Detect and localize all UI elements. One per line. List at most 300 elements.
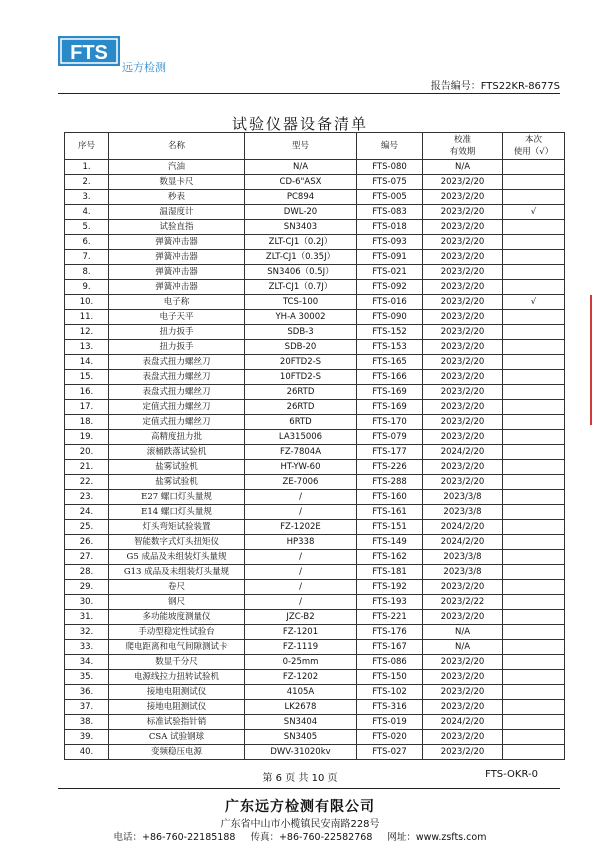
cell-use xyxy=(503,310,565,325)
cell-no: 28. xyxy=(65,565,109,580)
table-row xyxy=(65,385,565,400)
cell-use xyxy=(503,700,565,715)
cell-no: 15. xyxy=(65,370,109,385)
cell-code: FTS-092 xyxy=(357,280,423,295)
cell-date: 2023/2/20 xyxy=(423,190,503,205)
table-row xyxy=(65,745,565,760)
header-used xyxy=(503,133,565,160)
cell-code: FTS-192 xyxy=(357,580,423,595)
cell-name: 汽油 xyxy=(109,160,245,175)
cell-use xyxy=(503,160,565,175)
table-row xyxy=(65,445,565,460)
cell-model: 26RTD xyxy=(245,400,357,415)
cell-model: / xyxy=(245,580,357,595)
cell-model: / xyxy=(245,595,357,610)
cell-date: 2023/2/20 xyxy=(423,175,503,190)
cell-model: 20FTD2-S xyxy=(245,355,357,370)
cell-code: FTS-226 xyxy=(357,460,423,475)
cell-date: 2023/2/22 xyxy=(423,595,503,610)
cell-date: N/A xyxy=(423,640,503,655)
cell-date: 2023/2/20 xyxy=(423,655,503,670)
cell-use xyxy=(503,580,565,595)
cell-code: FTS-169 xyxy=(357,400,423,415)
cell-code: FTS-151 xyxy=(357,520,423,535)
cell-date: 2023/2/20 xyxy=(423,325,503,340)
table-header-row xyxy=(65,133,565,160)
cell-date: 2023/2/20 xyxy=(423,610,503,625)
cell-code: FTS-153 xyxy=(357,340,423,355)
cell-model: / xyxy=(245,505,357,520)
cell-model: SN3405 xyxy=(245,730,357,745)
table-row xyxy=(65,400,565,415)
cell-name: 高精度扭力批 xyxy=(109,430,245,445)
cell-use xyxy=(503,265,565,280)
cell-date: 2024/2/20 xyxy=(423,520,503,535)
cell-code: FTS-161 xyxy=(357,505,423,520)
cell-name: 灯头弯矩试验装置 xyxy=(109,520,245,535)
report-number: 报告编号：FTS22KR-8677S xyxy=(430,81,560,92)
cell-date: 2023/2/20 xyxy=(423,460,503,475)
cell-name: 电源线拉力扭转试验机 xyxy=(109,670,245,685)
cell-model: 10FTD2-S xyxy=(245,370,357,385)
cell-use xyxy=(503,655,565,670)
cell-use xyxy=(503,430,565,445)
table-row xyxy=(65,175,565,190)
table-row xyxy=(65,640,565,655)
cell-use xyxy=(503,670,565,685)
equipment-table xyxy=(64,132,565,760)
cell-code: FTS-193 xyxy=(357,595,423,610)
table-row xyxy=(65,610,565,625)
cell-code: FTS-160 xyxy=(357,490,423,505)
cell-no: 34. xyxy=(65,655,109,670)
cell-use xyxy=(503,625,565,640)
table-row xyxy=(65,280,565,295)
header-use-line1: 本次 xyxy=(524,135,542,145)
cell-date: 2023/2/20 xyxy=(423,670,503,685)
cell-name: 定值式扭力螺丝刀 xyxy=(109,415,245,430)
cell-no: 31. xyxy=(65,610,109,625)
header-use-line2: 使用（√） xyxy=(513,147,554,157)
page-title: 试验仪器设备清单 xyxy=(231,115,368,133)
cell-code: FTS-020 xyxy=(357,730,423,745)
table-row xyxy=(65,325,565,340)
table-row xyxy=(65,685,565,700)
cell-name: 盐雾试验机 xyxy=(109,475,245,490)
cell-use xyxy=(503,475,565,490)
cell-model: / xyxy=(245,490,357,505)
cell-date: 2023/2/20 xyxy=(423,700,503,715)
cell-no: 16. xyxy=(65,385,109,400)
cell-no: 10. xyxy=(65,295,109,310)
cell-no: 21. xyxy=(65,460,109,475)
cell-model: JZC-B2 xyxy=(245,610,357,625)
table-row xyxy=(65,295,565,310)
cell-model: SN3404 xyxy=(245,715,357,730)
table-row xyxy=(65,310,565,325)
cell-use xyxy=(503,505,565,520)
cell-code: FTS-169 xyxy=(357,385,423,400)
cell-name: 手动型稳定性试验台 xyxy=(109,625,245,640)
cell-model: PC894 xyxy=(245,190,357,205)
form-code: FTS-OKR-0 xyxy=(485,769,538,780)
cell-date: 2023/2/20 xyxy=(423,265,503,280)
cell-model: HT-YW-60 xyxy=(245,460,357,475)
cell-name: 试验直指 xyxy=(109,220,245,235)
table-row xyxy=(65,220,565,235)
cell-code: FTS-166 xyxy=(357,370,423,385)
cell-name: 秒表 xyxy=(109,190,245,205)
cell-no: 12. xyxy=(65,325,109,340)
cell-use xyxy=(503,490,565,505)
cell-use xyxy=(503,460,565,475)
cell-model: SN3406（0.5J） xyxy=(245,265,357,280)
cell-no: 23. xyxy=(65,490,109,505)
cell-name: 表盘式扭力螺丝刀 xyxy=(109,355,245,370)
cell-no: 4. xyxy=(65,205,109,220)
cell-name: G13 成品及未组装灯头量规 xyxy=(109,565,245,580)
cell-code: FTS-091 xyxy=(357,250,423,265)
table-row xyxy=(65,415,565,430)
cell-no: 29. xyxy=(65,580,109,595)
cell-use xyxy=(503,190,565,205)
cell-model: FZ-7804A xyxy=(245,445,357,460)
cell-code: FTS-162 xyxy=(357,550,423,565)
table-row xyxy=(65,460,565,475)
table-row xyxy=(65,715,565,730)
cell-no: 3. xyxy=(65,190,109,205)
cell-code: FTS-086 xyxy=(357,655,423,670)
cell-use xyxy=(503,550,565,565)
cell-date: 2023/3/8 xyxy=(423,565,503,580)
cell-model: FZ-1119 xyxy=(245,640,357,655)
cell-code: FTS-021 xyxy=(357,265,423,280)
cell-name: E14 螺口灯头量规 xyxy=(109,505,245,520)
table-row xyxy=(65,595,565,610)
cell-model: ZLT-CJ1（0.2J） xyxy=(245,235,357,250)
cell-model: DWV-31020kv xyxy=(245,745,357,760)
cell-code: FTS-080 xyxy=(357,160,423,175)
cell-model: HP338 xyxy=(245,535,357,550)
cell-name: 电子称 xyxy=(109,295,245,310)
cell-use xyxy=(503,250,565,265)
cell-date: 2023/2/20 xyxy=(423,250,503,265)
table-row xyxy=(65,370,565,385)
cell-model: ZLT-CJ1（0.7J） xyxy=(245,280,357,295)
table-row xyxy=(65,430,565,445)
cell-use xyxy=(503,340,565,355)
cell-no: 2. xyxy=(65,175,109,190)
cell-date: 2023/2/20 xyxy=(423,235,503,250)
cell-no: 7. xyxy=(65,250,109,265)
cell-date: 2023/2/20 xyxy=(423,340,503,355)
table-row xyxy=(65,520,565,535)
cell-date: 2023/2/20 xyxy=(423,310,503,325)
cell-no: 33. xyxy=(65,640,109,655)
table-row xyxy=(65,160,565,175)
cell-use xyxy=(503,220,565,235)
cell-no: 6. xyxy=(65,235,109,250)
cell-date: 2024/2/20 xyxy=(423,715,503,730)
cell-no: 32. xyxy=(65,625,109,640)
cell-no: 24. xyxy=(65,505,109,520)
cell-name: 数显卡尺 xyxy=(109,175,245,190)
cell-name: 弹簧冲击器 xyxy=(109,250,245,265)
cell-no: 27. xyxy=(65,550,109,565)
cell-name: 弹簧冲击器 xyxy=(109,235,245,250)
cell-date: 2023/2/20 xyxy=(423,385,503,400)
table-row xyxy=(65,250,565,265)
cell-date: 2023/2/20 xyxy=(423,280,503,295)
cell-model: 0-25mm xyxy=(245,655,357,670)
table-row xyxy=(65,580,565,595)
cell-no: 35. xyxy=(65,670,109,685)
cell-date: 2023/2/20 xyxy=(423,475,503,490)
cell-code: FTS-090 xyxy=(357,310,423,325)
cell-date: 2024/2/20 xyxy=(423,445,503,460)
cell-model: 4105A xyxy=(245,685,357,700)
cell-no: 37. xyxy=(65,700,109,715)
footer-divider xyxy=(58,788,560,789)
cell-model: SDB-3 xyxy=(245,325,357,340)
cell-name: 变频稳压电源 xyxy=(109,745,245,760)
cell-use xyxy=(503,280,565,295)
cell-date: 2024/2/20 xyxy=(423,535,503,550)
header-date-line1: 校准 xyxy=(453,135,471,145)
cell-model: / xyxy=(245,565,357,580)
company-short-name: 远方检测 xyxy=(122,61,166,74)
cell-model: FZ-1202E xyxy=(245,520,357,535)
cell-no: 19. xyxy=(65,430,109,445)
cell-no: 17. xyxy=(65,400,109,415)
cell-model: TCS-100 xyxy=(245,295,357,310)
cell-name: 多功能坡度测量仪 xyxy=(109,610,245,625)
footer-phone: 电话：+86-760-22185188 xyxy=(113,832,236,843)
cell-date: 2023/2/20 xyxy=(423,220,503,235)
cell-date: 2023/2/20 xyxy=(423,370,503,385)
cell-no: 25. xyxy=(65,520,109,535)
cell-no: 5. xyxy=(65,220,109,235)
cell-date: 2023/2/20 xyxy=(423,205,503,220)
table-row xyxy=(65,550,565,565)
cell-use xyxy=(503,715,565,730)
cell-model: 26RTD xyxy=(245,385,357,400)
cell-code: FTS-093 xyxy=(357,235,423,250)
cell-code: FTS-149 xyxy=(357,535,423,550)
header-date-line2: 有效期 xyxy=(449,147,476,157)
cell-name: 标准试验指针销 xyxy=(109,715,245,730)
cell-name: G5 成品及未组装灯头量规 xyxy=(109,550,245,565)
cell-model: ZE-7006 xyxy=(245,475,357,490)
cell-name: 温湿度计 xyxy=(109,205,245,220)
cell-no: 40. xyxy=(65,745,109,760)
cell-name: 卷尺 xyxy=(109,580,245,595)
cell-model: N/A xyxy=(245,160,357,175)
cell-date: 2023/2/20 xyxy=(423,400,503,415)
cell-name: 弹簧冲击器 xyxy=(109,280,245,295)
cell-model: FZ-1202 xyxy=(245,670,357,685)
cell-code: FTS-170 xyxy=(357,415,423,430)
cell-code: FTS-102 xyxy=(357,685,423,700)
cell-date: 2023/2/20 xyxy=(423,580,503,595)
cell-code: FTS-005 xyxy=(357,190,423,205)
cell-model: SN3403 xyxy=(245,220,357,235)
cell-use xyxy=(503,415,565,430)
cell-date: 2023/2/20 xyxy=(423,685,503,700)
cell-use xyxy=(503,175,565,190)
table-row xyxy=(65,730,565,745)
company-logo xyxy=(58,36,128,74)
page-number: 第 6 页 共 10 页 xyxy=(262,773,338,784)
table-row xyxy=(65,355,565,370)
cell-model: 6RTD xyxy=(245,415,357,430)
table-row xyxy=(65,625,565,640)
footer-fax: 传真：+86-760-22582768 xyxy=(250,832,373,843)
cell-no: 39. xyxy=(65,730,109,745)
cell-code: FTS-018 xyxy=(357,220,423,235)
cell-name: 定值式扭力螺丝刀 xyxy=(109,400,245,415)
header-no: 序号 xyxy=(65,133,109,160)
cell-name: 表盘式扭力螺丝刀 xyxy=(109,370,245,385)
cell-use: √ xyxy=(503,295,565,310)
cell-name: E27 螺口灯头量规 xyxy=(109,490,245,505)
cell-model: LA315006 xyxy=(245,430,357,445)
table-row xyxy=(65,700,565,715)
cell-use xyxy=(503,685,565,700)
table-row xyxy=(65,205,565,220)
table-row xyxy=(65,265,565,280)
cell-code: FTS-152 xyxy=(357,325,423,340)
cell-use xyxy=(503,400,565,415)
header-model: 型号 xyxy=(245,133,357,160)
cell-date: N/A xyxy=(423,160,503,175)
footer-contact xyxy=(0,829,600,843)
cell-name: 弹簧冲击器 xyxy=(109,265,245,280)
cell-use xyxy=(503,520,565,535)
cell-code: FTS-165 xyxy=(357,355,423,370)
cell-use: √ xyxy=(503,205,565,220)
cell-code: FTS-221 xyxy=(357,610,423,625)
cell-use xyxy=(503,745,565,760)
cell-no: 13. xyxy=(65,340,109,355)
header-divider xyxy=(58,93,560,94)
cell-code: FTS-288 xyxy=(357,475,423,490)
cell-name: 智能数字式灯头扭矩仪 xyxy=(109,535,245,550)
cell-use xyxy=(503,355,565,370)
cell-no: 22. xyxy=(65,475,109,490)
cell-name: 接地电阻测试仪 xyxy=(109,685,245,700)
cell-name: 电子天平 xyxy=(109,310,245,325)
cell-model: CD-6"ASX xyxy=(245,175,357,190)
footer-address: 广东省中山市小榄镇民安南路228号 xyxy=(220,819,380,830)
cell-no: 1. xyxy=(65,160,109,175)
cell-date: 2023/2/20 xyxy=(423,415,503,430)
header-name: 名称 xyxy=(109,133,245,160)
cell-code: FTS-016 xyxy=(357,295,423,310)
cell-use xyxy=(503,445,565,460)
cell-use xyxy=(503,235,565,250)
cell-code: FTS-181 xyxy=(357,565,423,580)
cell-use xyxy=(503,565,565,580)
cell-no: 8. xyxy=(65,265,109,280)
cell-date: 2023/2/20 xyxy=(423,430,503,445)
cell-code: FTS-176 xyxy=(357,625,423,640)
cell-code: FTS-316 xyxy=(357,700,423,715)
cell-date: 2023/3/8 xyxy=(423,505,503,520)
table-body xyxy=(65,160,565,760)
cell-code: FTS-167 xyxy=(357,640,423,655)
cell-no: 9. xyxy=(65,280,109,295)
logo-text: FTS xyxy=(70,42,108,64)
footer-website: 网址：www.zsfts.com xyxy=(387,832,487,843)
cell-code: FTS-177 xyxy=(357,445,423,460)
cell-date: 2023/2/20 xyxy=(423,745,503,760)
cell-name: 盐雾试验机 xyxy=(109,460,245,475)
table-row xyxy=(65,190,565,205)
edge-seal-stamp xyxy=(590,295,600,425)
table-row xyxy=(65,655,565,670)
table-row xyxy=(65,235,565,250)
cell-code: FTS-019 xyxy=(357,715,423,730)
table-row xyxy=(65,670,565,685)
table-row xyxy=(65,505,565,520)
cell-model: SDB-20 xyxy=(245,340,357,355)
cell-model: FZ-1201 xyxy=(245,625,357,640)
header-code: 编号 xyxy=(357,133,423,160)
cell-code: FTS-075 xyxy=(357,175,423,190)
cell-no: 20. xyxy=(65,445,109,460)
cell-use xyxy=(503,385,565,400)
cell-date: 2023/2/20 xyxy=(423,355,503,370)
cell-name: 扭力扳手 xyxy=(109,325,245,340)
cell-no: 36. xyxy=(65,685,109,700)
table-row xyxy=(65,475,565,490)
cell-name: 接地电阻测试仪 xyxy=(109,700,245,715)
header-calibration-date xyxy=(423,133,503,160)
table-row xyxy=(65,535,565,550)
cell-model: LK2678 xyxy=(245,700,357,715)
cell-name: 爬电距离和电气间隙测试卡 xyxy=(109,640,245,655)
cell-model: YH-A 30002 xyxy=(245,310,357,325)
cell-code: FTS-079 xyxy=(357,430,423,445)
cell-name: 扭力扳手 xyxy=(109,340,245,355)
cell-name: 数显千分尺 xyxy=(109,655,245,670)
cell-code: FTS-083 xyxy=(357,205,423,220)
cell-no: 14. xyxy=(65,355,109,370)
cell-model: / xyxy=(245,550,357,565)
cell-no: 30. xyxy=(65,595,109,610)
cell-no: 18. xyxy=(65,415,109,430)
cell-use xyxy=(503,610,565,625)
cell-model: ZLT-CJ1（0.35J） xyxy=(245,250,357,265)
cell-use xyxy=(503,730,565,745)
cell-date: 2023/3/8 xyxy=(423,550,503,565)
cell-no: 11. xyxy=(65,310,109,325)
cell-model: DWL-20 xyxy=(245,205,357,220)
footer-company-name: 广东远方检测有限公司 xyxy=(225,799,375,815)
cell-date: 2023/3/8 xyxy=(423,490,503,505)
cell-date: N/A xyxy=(423,625,503,640)
cell-name: 钢尺 xyxy=(109,595,245,610)
cell-code: FTS-027 xyxy=(357,745,423,760)
cell-name: CSA 试验钢球 xyxy=(109,730,245,745)
cell-use xyxy=(503,325,565,340)
table-row xyxy=(65,565,565,580)
table-row xyxy=(65,490,565,505)
cell-no: 38. xyxy=(65,715,109,730)
cell-code: FTS-150 xyxy=(357,670,423,685)
cell-no: 26. xyxy=(65,535,109,550)
